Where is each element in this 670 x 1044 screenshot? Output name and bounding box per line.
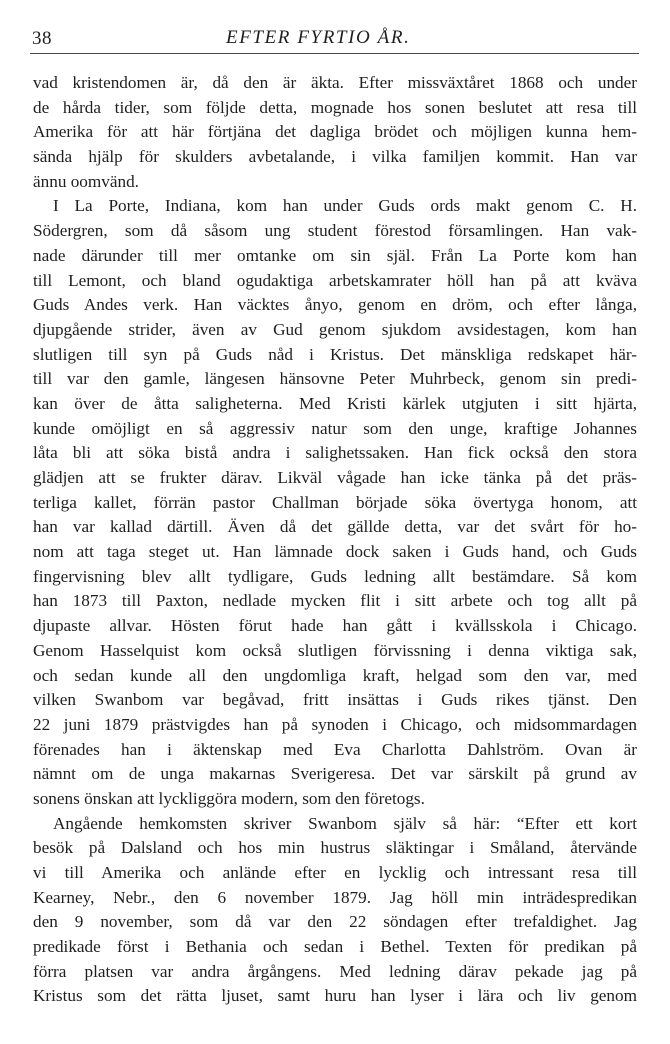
text-line: djupaste allvar. Hösten förut hade han gått i kvällsskola i Chicago. [33, 616, 637, 636]
text-line: glädjen att se frukter därav. Likväl vågade han icke tänka på det präs- [33, 468, 637, 487]
text-line: nom att taga steget ut. Han lämnade dock saken i Guds hand, och Guds [33, 542, 637, 562]
text-line: nade därunder till mer omtanke om sin själ. Från La Porte kom han [33, 245, 637, 265]
text-line: Kearney, Nebr., den 6 november 1879. Jag höll min inträdespredikan [33, 887, 637, 907]
text-line: Angående hemkomsten skriver Swanbom själv så här: “Efter ett kort [53, 813, 637, 833]
text-line: vad kristendomen är, då den är äkta. Efter missväxtåret 1868 och under [33, 73, 637, 92]
text-line: vilken Swanbom var begåvad, fritt insättas i Guds rikes tjänst. Den [33, 690, 637, 710]
text-line: besök på Dalsland och hos min hustrus släktingar i Småland, återvände [33, 838, 637, 858]
text-line: låta bli att söka bistå andra i salighetssaken. Han fick också den stora [33, 443, 637, 463]
text-line: och sedan kunde all den ungdomliga kraft, helgad som den var, med [33, 665, 637, 685]
text-line: Guds Andes verk. Han väcktes ånyo, genom en dröm, och efter långa, [33, 295, 637, 315]
text-line: vi till Amerika och anlände efter en lycklig och intressant resa till [33, 863, 637, 882]
text-line: djupgående strider, även av Gud genom sjukdom avsidestagen, kom han [33, 319, 637, 339]
text-line: den 9 november, som då var den 22 söndagen efter trefaldighet. Jag [33, 912, 637, 932]
text-line: nämnt om de unga makarnas Sverigeresa. Det var särskilt på grund av [33, 764, 637, 784]
text-line: sonens önskan att lyckliggöra modern, som den företogs. [33, 788, 425, 808]
text-line: terliga kallet, förrän pastor Challman började söka övertyga honom, att [33, 492, 637, 512]
text-line: I La Porte, Indiana, kom han under Guds ords makt genom C. H. [53, 196, 637, 216]
text-line: till var den gamle, längesen hänsovne Peter Muhrbeck, genom sin predi- [33, 369, 637, 389]
text-line: till Lemont, och bland ogudaktiga arbetskamrater höll han på att kväva [33, 270, 637, 290]
body-text [33, 71, 637, 1009]
running-header [30, 23, 639, 54]
text-line: predikade först i Bethania och sedan i Bethel. Texten för predikan på [33, 937, 637, 957]
text-line: han 1873 till Paxton, nedlade mycken flit i sitt arbete och tog allt på [33, 591, 637, 611]
text-line: Södergren, som då såsom ung student förestod församlingen. Han vak- [33, 221, 637, 241]
text-line: kunde omöjligt en så aggressiv natur som den unge, kraftige Johannes [33, 418, 637, 438]
text-line: förra platsen var andra årgångens. Med ledning därav pekade jag på [33, 961, 637, 981]
text-line: slutligen till syn på Guds nåd i Kristus. Det mänskliga redskapet här- [33, 344, 637, 364]
running-title: EFTER FYRTIO ÅR. [226, 27, 411, 48]
text-line: kan över de åtta saligheterna. Med Kristi kärlek utgjuten i sitt hjärta, [33, 393, 637, 413]
text-line: fingervisning blev allt tydligare, Guds ledning allt bestämdare. Så kom [33, 566, 637, 586]
text-line: Genom Hasselquist kom också slutligen förvissning i denna viktiga sak, [33, 640, 637, 660]
text-line: han var kallad därtill. Även då det gällde detta, var det svårt för ho- [33, 517, 637, 537]
text-line: sända hjälp för skulders avbetalande, i vilka familjen kommit. Han var [33, 147, 637, 167]
text-line: Amerika för att här förtjäna det dagliga brödet och möjligen kunna hem- [33, 122, 637, 142]
page-number: 38 [32, 28, 52, 49]
text-line: förenades han i äktenskap med Eva Charlotta Dahlström. Ovan är [33, 739, 637, 759]
text-line: ännu oomvänd. [33, 171, 139, 191]
text-line: de hårda tider, som följde detta, mognade hos sonen beslutet att resa till [33, 97, 637, 117]
text-line: 22 juni 1879 prästvigdes han på synoden i Chicago, och midsommardagen [33, 714, 637, 734]
text-line: Kristus som det rätta ljuset, samt huru han lyser i lära och liv genom [33, 986, 637, 1006]
